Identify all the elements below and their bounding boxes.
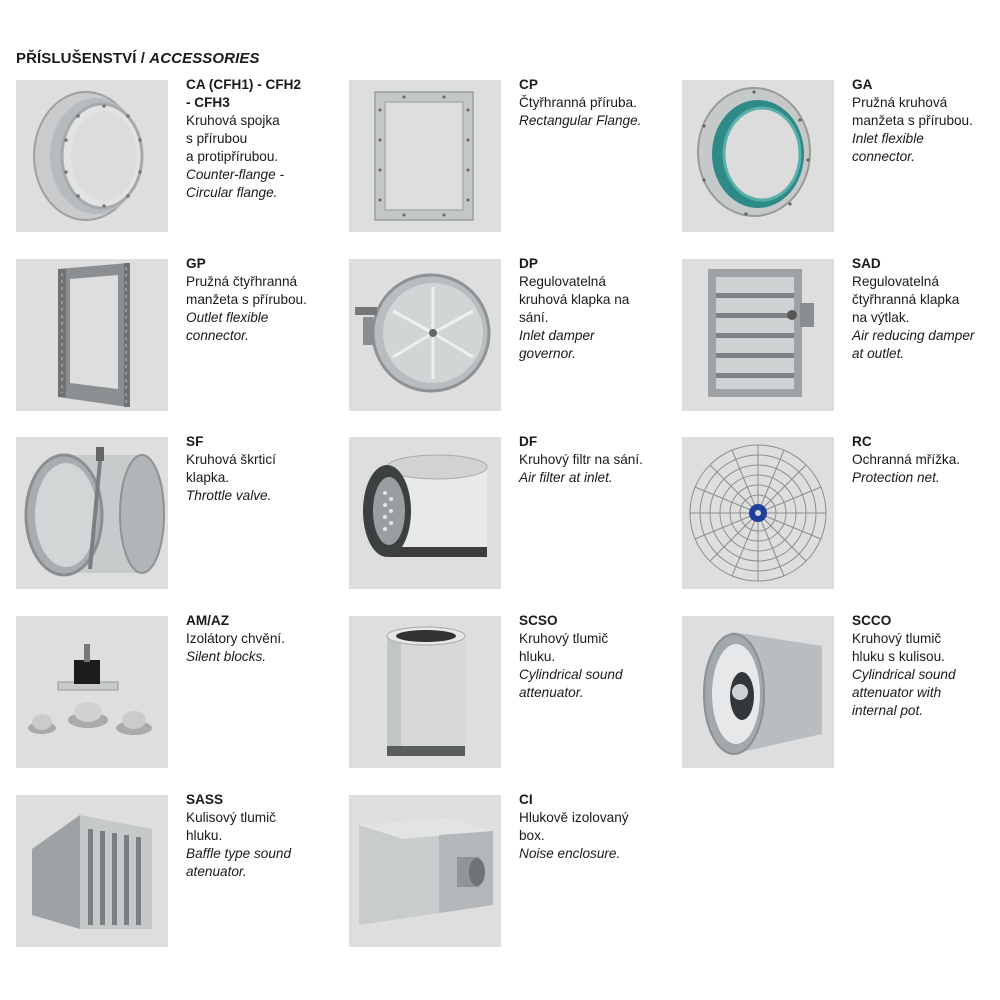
accessory-sad (682, 256, 1000, 414)
accessory-df (349, 434, 669, 592)
flexible-round-connector-icon (682, 80, 834, 232)
item-description-en: Air reducing damper at outlet. (852, 328, 975, 361)
item-description-cz: Pružná čtyřhranná manžeta s přírubou. (186, 274, 307, 307)
item-code: GP (186, 256, 206, 271)
item-description-en: Noise enclosure. (519, 846, 621, 861)
item-description-en: Air filter at inlet. (519, 470, 613, 485)
item-description-cz: Kruhová spojka s přírubou a protipřírubou. (186, 113, 280, 164)
item-description-cz: Kruhová škrticí klapka. (186, 452, 276, 485)
item-description-en: Inlet flexible connector. (852, 131, 924, 164)
accessory-scco (682, 613, 1000, 771)
accessory-ci (349, 792, 669, 950)
flexible-rectangular-connector-icon (16, 259, 168, 411)
item-code: SAD (852, 256, 881, 271)
item-description-en: Protection net. (852, 470, 940, 485)
item-description-cz: Ochranná mřížka. (852, 452, 961, 467)
item-code: AM/AZ (186, 613, 230, 628)
air-filter-icon (349, 437, 501, 589)
heading-czech: PŘÍSLUŠENSTVÍ / (16, 50, 150, 67)
item-description-en: Rectangular Flange. (519, 113, 642, 128)
protection-net-icon (682, 437, 834, 589)
item-code: DP (519, 256, 538, 271)
item-description-en: Baffle type sound atenuator. (186, 846, 292, 879)
item-description-cz: Izolátory chvění. (186, 631, 285, 646)
accessory-dp (349, 256, 669, 414)
item-code: DF (519, 434, 538, 449)
item-code: SCCO (852, 613, 892, 628)
rectangular-damper-icon (682, 259, 834, 411)
item-description-cz: Hlukově izolovaný box. (519, 810, 629, 843)
rectangular-flange-icon (349, 80, 501, 232)
throttle-valve-icon (16, 437, 168, 589)
item-code: CA (CFH1) - CFH2 - CFH3 (186, 77, 302, 110)
item-code: SASS (186, 792, 224, 807)
item-description-cz: Kruhový tlumič hluku s kulisou. (852, 631, 945, 664)
item-description-en: Inlet damper governor. (519, 328, 595, 361)
item-code: RC (852, 434, 872, 449)
item-description-cz: Regulovatelná čtyřhranná klapka na výtlak. (852, 274, 960, 325)
item-description-en: Silent blocks. (186, 649, 267, 664)
item-code: CP (519, 77, 538, 92)
accessory-cp (349, 77, 669, 235)
cylindrical-attenuator-icon (349, 616, 501, 768)
accessory-gp (16, 256, 336, 414)
accessory-scso (349, 613, 669, 771)
item-description-cz: Pružná kruhová manžeta s přírubou. (852, 95, 973, 128)
item-description-cz: Kruhový filtr na sání. (519, 452, 643, 467)
item-description-cz: Regulovatelná kruhová klapka na sání. (519, 274, 630, 325)
inlet-damper-icon (349, 259, 501, 411)
circular-flange-icon (16, 80, 168, 232)
item-description-cz: Kruhový tlumič hluku. (519, 631, 609, 664)
accessory-ca (16, 77, 336, 235)
silent-blocks-icon (16, 616, 168, 768)
item-description-en: Counter-flange - Circular flange. (186, 167, 284, 200)
item-description-cz: Kulisový tlumič hluku. (186, 810, 276, 843)
item-code: SCSO (519, 613, 558, 628)
item-code: SF (186, 434, 204, 449)
accessory-rc (682, 434, 1000, 592)
item-description-en: Outlet flexible connector. (186, 310, 269, 343)
accessory-ga (682, 77, 1000, 235)
attenuator-with-pot-icon (682, 616, 834, 768)
item-description-en: Cylindrical sound attenuator with internal pot. (852, 667, 956, 718)
accessory-sf (16, 434, 336, 592)
baffle-attenuator-icon (16, 795, 168, 947)
noise-enclosure-icon (349, 795, 501, 947)
item-description-cz: Čtyřhranná příruba. (519, 95, 637, 110)
heading-english: ACCESSORIES (149, 50, 260, 67)
item-code: GA (852, 77, 873, 92)
accessory-sass (16, 792, 336, 950)
item-code: CI (519, 792, 533, 807)
page-title (16, 50, 260, 67)
item-description-en: Cylindrical sound attenuator. (519, 667, 623, 700)
item-description-en: Throttle valve. (186, 488, 272, 503)
accessory-am-az (16, 613, 336, 771)
